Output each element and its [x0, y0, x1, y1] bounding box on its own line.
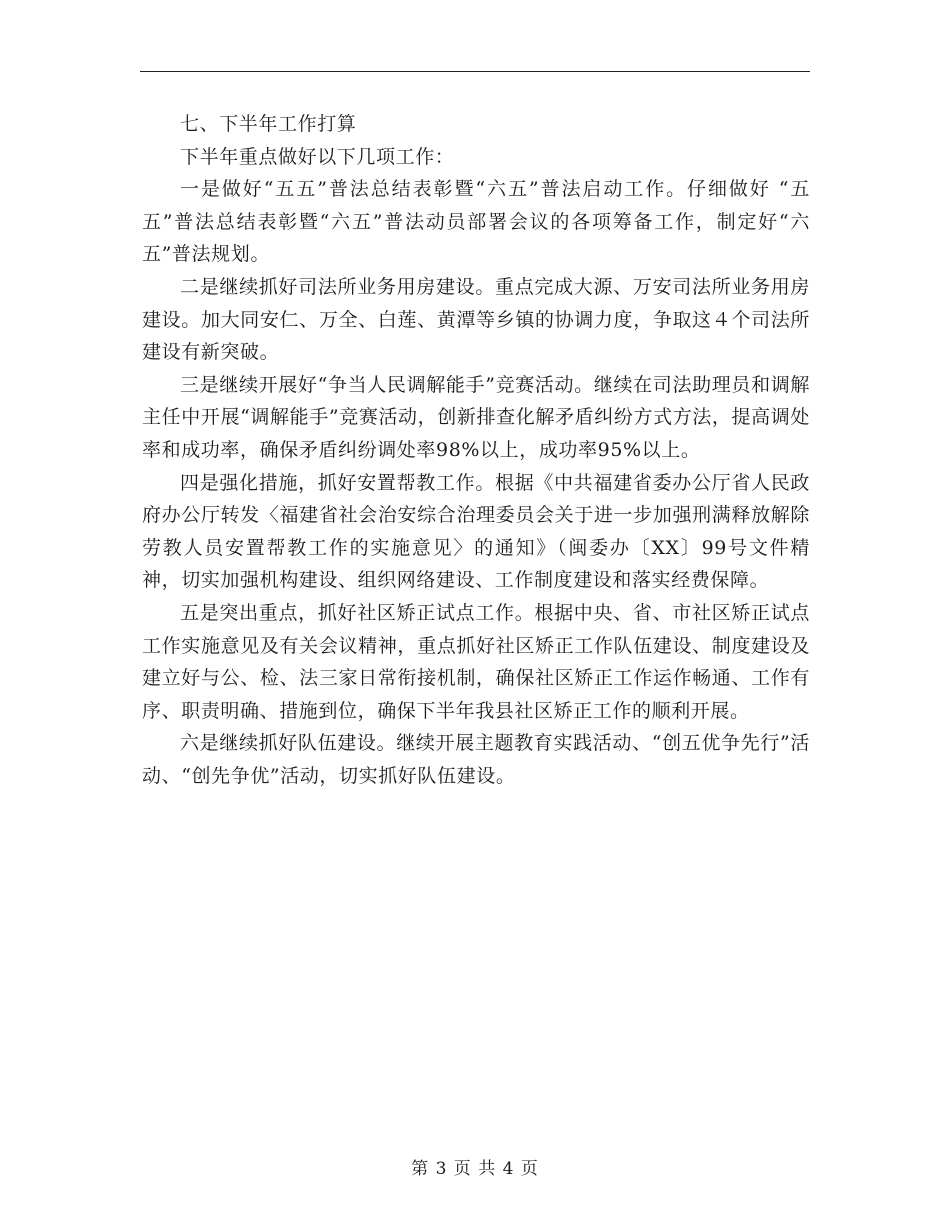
document-body	[142, 108, 810, 792]
paragraph-item-1: 一是做好“五五”普法总结表彰暨“六五”普法启动工作。仔细做好 “五五”普法总结表彰暨“六五”普法动员部署会议的各项筹备工作，制定好“六五”普法规划。	[142, 178, 810, 266]
header-rule	[140, 71, 810, 72]
section-heading: 七、下半年工作打算	[180, 113, 357, 135]
page-number-footer: 第 3 页 共 4 页	[411, 1159, 539, 1179]
paragraph-intro: 下半年重点做好以下几项工作：	[180, 145, 455, 168]
paragraph-item-3: 三是继续开展好“争当人民调解能手”竞赛活动。继续在司法助理员和调解主任中开展“调解能手”竞赛活动，创新排查化解矛盾纠纷方式方法，提高调处率和成功率，确保矛盾纠纷调处率98%以上，成功率95%以上。	[142, 373, 810, 461]
paragraph-item-2: 二是继续抓好司法所业务用房建设。重点完成大源、万安司法所业务用房建设。加大同安仁、万全、白莲、黄潭等乡镇的协调力度，争取这４个司法所建设有新突破。	[142, 275, 810, 364]
paragraph-item-5: 五是突出重点，抓好社区矫正试点工作。根据中央、省、市社区矫正试点工作实施意见及有关会议精神，重点抓好社区矫正工作队伍建设、制度建设及建立好与公、检、法三家日常衔接机制，确保社区矫正工作运作畅通、工作有序、职责明确、措施到位，确保下半年我县社区矫正工作的顺利开展。	[142, 601, 810, 722]
paragraph-item-6: 六是继续抓好队伍建设。继续开展主题教育实践活动、“创五优争先行”活动、“创先争优”活动，切实抓好队伍建设。	[142, 732, 810, 787]
paragraph-item-4: 四是强化措施，抓好安置帮教工作。根据《中共福建省委办公厅省人民政府办公厅转发〈福建省社会治安综合治理委员会关于进一步加强刑满释放解除劳教人员安置帮教工作的实施意见〉的通知》（闽委办〔XX〕99号文件精神，切实加强机构建设、组织网络建设、工作制度建设和落实经费保障。	[142, 471, 810, 592]
